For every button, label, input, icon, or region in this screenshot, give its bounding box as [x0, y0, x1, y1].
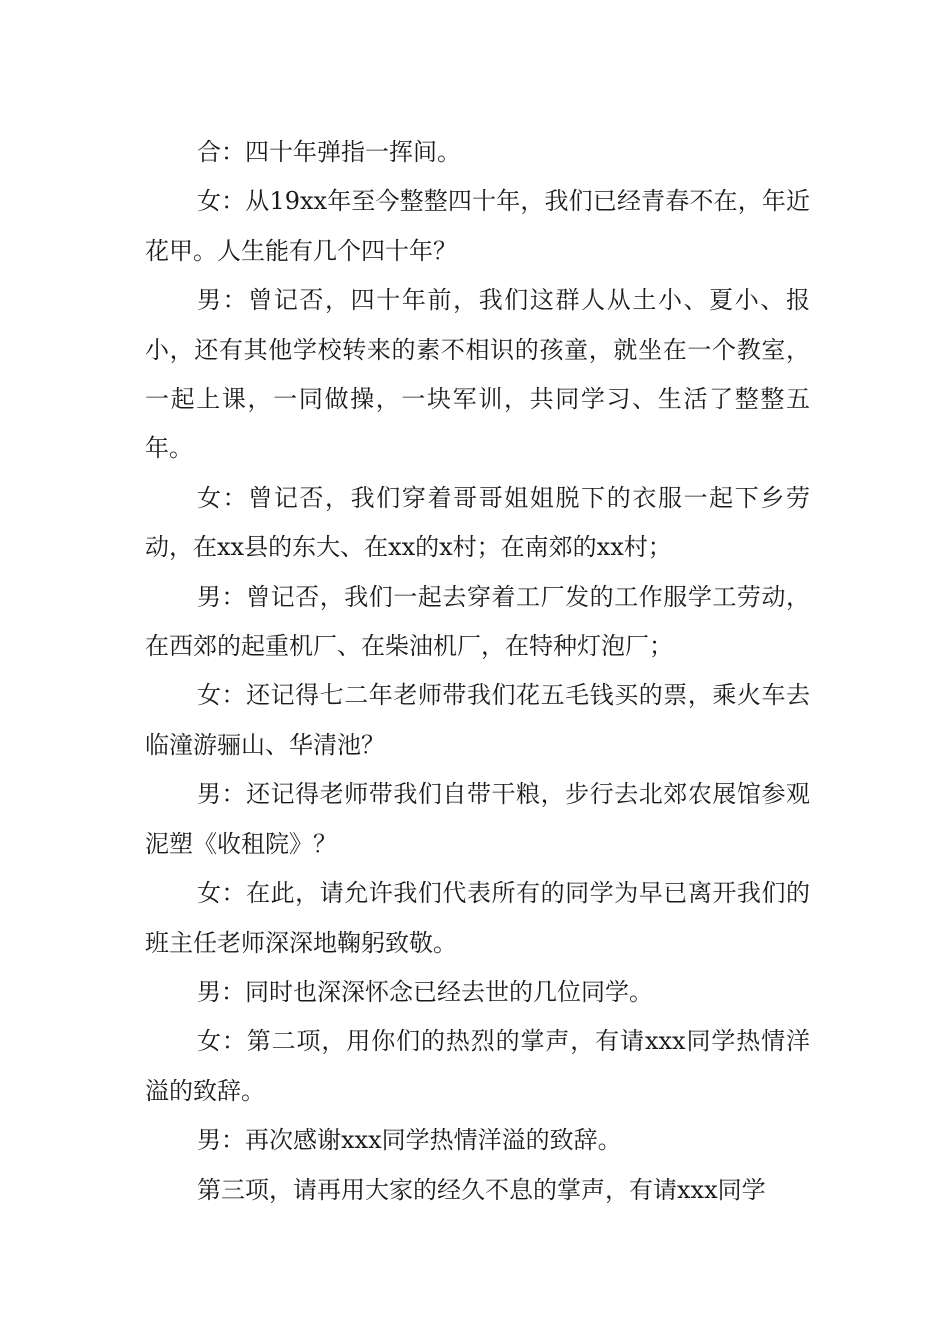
- paragraph: 第三项，请再用大家的经久不息的掌声，有请xxx同学: [197, 1175, 766, 1204]
- document-body: [145, 128, 810, 1215]
- paragraph: 合：四十年弹指一挥间。: [197, 138, 461, 166]
- paragraph: 男：还记得老师带我们自带干粮，步行去北郊农展馆参观泥塑《收租院》？: [145, 780, 810, 858]
- paragraph: 女：曾记否，我们穿着哥哥姐姐脱下的衣服一起下乡劳动，在xx县的东大、在xx的x村；在南郊的xx村；: [145, 483, 810, 562]
- paragraph: 女：从19xx年至今整整四十年，我们已经青春不在，年近花甲。人生能有几个四十年？: [145, 187, 810, 265]
- paragraph: 男：再次感谢xxx同学热情洋溢的致辞。: [197, 1126, 622, 1155]
- paragraph: 女：第二项，用你们的热烈的掌声，有请xxx同学热情洋溢的致辞。: [145, 1027, 810, 1105]
- paragraph: 男：曾记否，四十年前，我们这群人从土小、夏小、报小，还有其他学校转来的素不相识的孩童，就坐在一个教室，一起上课，一同做操，一块军训，共同学习、生活了整整五年。: [145, 286, 810, 463]
- paragraph: 男：曾记否，我们一起去穿着工厂发的工作服学工劳动，在西郊的起重机厂、在柴油机厂，在特种灯泡厂；: [145, 582, 810, 661]
- paragraph: 男：同时也深深怀念已经去世的几位同学。: [197, 977, 653, 1006]
- paragraph: 女：在此，请允许我们代表所有的同学为早已离开我们的班主任老师深深地鞠躬致敬。: [145, 879, 810, 957]
- paragraph: 女：还记得七二年老师带我们花五毛钱买的票，乘火车去临潼游骊山、华清池？: [145, 681, 810, 759]
